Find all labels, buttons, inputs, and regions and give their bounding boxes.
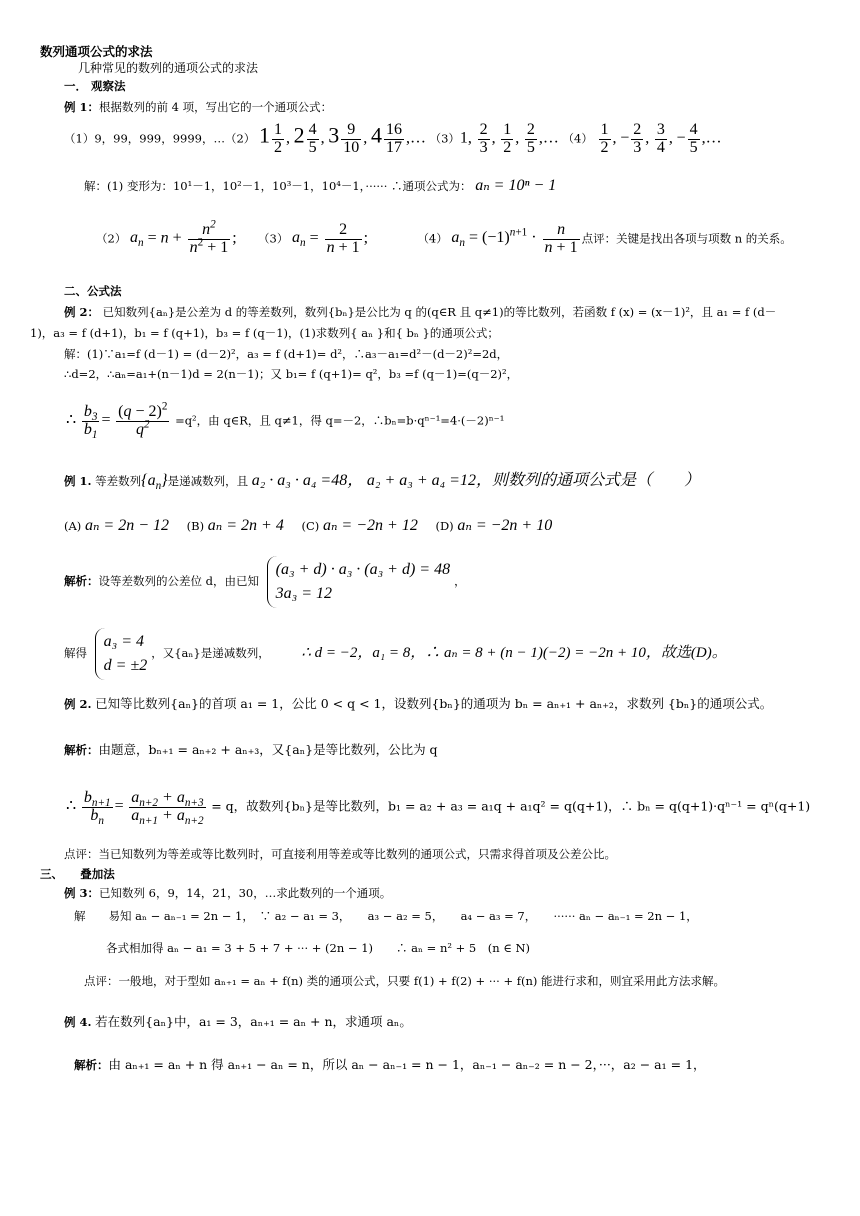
section-2-heading: 二、公式法 — [64, 284, 122, 298]
equation-system — [95, 628, 148, 680]
example-label: 例 3： — [64, 886, 100, 900]
example-3-solution-1: 解 易知 aₙ − aₙ₋₁ = 2n − 1， ∵ a₂ − a₁ = 3， a₃ − a₂ = 5， a₄ − a₃ = 7， ······ aₙ − aₙ₋₁ = 2n − 1， — [74, 909, 698, 923]
example-1-solution-2-4: （2） $a_n = n$ + $\frac{n^2}{n^2 + 1}$ ; （3） $a_n$ = $\frac{2}{n + 1}$ ; （4） $a_n = (-1)^{n+1}$ · $\frac{n}{n + 1}$ 点评：关键是找出各项与项数 n 的关系。 — [96, 218, 792, 256]
example-label: 例 2： — [64, 305, 100, 319]
equation: d = ±2 — [103, 657, 148, 674]
text: 等差数列 — [95, 474, 142, 488]
option-c-label: (C) — [301, 519, 320, 533]
solution-text: 解：(1) 变形为：10¹－1，10²－1，10³－1，10⁴－1，······ ∴通项公式为： — [84, 179, 472, 193]
text: 解得 — [64, 646, 87, 660]
section-3-heading: 三、 叠加法 — [40, 867, 115, 881]
option-a: aₙ = 2n − 12 — [84, 517, 170, 534]
example-2-line-2: 1)，a₃ = f (d+1)，b₁ = f (q+1)，b₃ = f (q－1)，(1)求数列{ aₙ }和{ bₙ }的通项公式； — [30, 326, 499, 340]
label: （2） — [96, 231, 127, 246]
exercise-2-analysis — [64, 742, 438, 758]
example-1-solution-1 — [84, 176, 556, 195]
frac-4-5: $\frac{4}{5}$ — [308, 121, 317, 156]
exercise-4-statement — [64, 1014, 412, 1030]
analysis-label: 解析： — [64, 743, 99, 757]
text: 由题意，bₙ₊₁ = aₙ₊₂ + aₙ₊₃，又{aₙ}是等比数列，公比为 q — [98, 742, 438, 757]
seq-3-label: （3） — [429, 131, 460, 146]
option-d: aₙ = −2n + 10 — [457, 517, 553, 534]
equation-system — [267, 556, 450, 608]
formula: aₙ = 10ⁿ − 1 — [475, 177, 557, 194]
example-2-line-1 — [64, 306, 776, 320]
text: = q，故数列{bₙ}是等比数列，b₁ = a₂ + a₃ = a₁q + a₁q² = q(q+1)，∴ bₙ = q(q+1)·qⁿ⁻¹ = qⁿ(q+1) — [211, 798, 811, 814]
text: 已知数列{aₙ}是公差为 d 的等差数列，数列{bₙ}是公比为 q 的(q∈R 且 q≠1)的等比数列，若函数 f (x) = (x－1)²，且 a₁ = f (d－ — [102, 305, 777, 319]
exercise-4-analysis — [74, 1057, 706, 1073]
text: ，又{aₙ}是递减数列， — [151, 646, 270, 660]
option-a-label: (A) — [64, 519, 82, 533]
formula: ∴ d = −2，a₁ = 8，∴ aₙ = 8 + (n − 1)(−2) = −2n + 10，故选(D)。 — [301, 645, 727, 661]
example-label: 例 2. — [64, 697, 92, 711]
example-label: 例 4. — [64, 1015, 92, 1029]
label: （4） — [417, 231, 448, 246]
exercise-1-options — [64, 516, 552, 535]
example-3-statement — [64, 887, 391, 901]
exercise-2-note: 点评：当已知数列为等差或等比数列时，可直接利用等差或等比数列的通项公式，只需求得首项及公差公比。 — [64, 847, 616, 861]
analysis-label: 解析： — [74, 1058, 109, 1072]
example-text: 根据数列的前 4 项，写出它的一个通项公式： — [99, 100, 333, 114]
option-d-label: (D) — [435, 519, 454, 533]
formula: a₂ · a₃ · a₄ =48， — [251, 472, 364, 489]
doc-title: 数列通项公式的求法 — [40, 44, 153, 59]
text: 若在数列{aₙ}中，a₁ = 3，aₙ₊₁ = aₙ + n，求通项 aₙ。 — [95, 1014, 412, 1029]
note: 点评：关键是找出各项与项数 n 的关系。 — [581, 231, 792, 246]
example-label: 例 1. — [64, 474, 92, 488]
text: 已知等比数列{aₙ}的首项 a₁ = 1，公比 0 < q < 1，设数列{bₙ}的通项为 bₙ = aₙ₊₁ + aₙ₊₂，求数列 {bₙ}的通项公式。 — [95, 696, 773, 711]
text: 是递减数列，且 — [167, 474, 249, 488]
option-b-label: (B) — [186, 519, 205, 533]
example-2-solution-3: ∴ $\frac{b_3}{b_1}$ = $\frac{(q - 2)^2}{q^2}$ =q²，由 q∈R，且 q≠1，得 q=－2，∴bₙ=b·qⁿ⁻¹=4·(－2)ⁿ⁻¹ — [66, 400, 505, 441]
seq-1: （1）9，99，999，9999，…（2） — [64, 131, 256, 146]
section-1-heading: 一． 观察法 — [64, 79, 126, 93]
example-1-statement — [64, 101, 332, 115]
example-3-note: 点评：一般地，对于型如 aₙ₊₁ = aₙ + f(n) 类的通项公式，只要 f(1) + f(2) + ··· + f(n) 能进行求和，则宜采用此方法求解。 — [84, 974, 726, 988]
example-2-solution-1: 解：(1)∵a₁=f (d－1) = (d－2)²，a₃ = f (d+1)= d²，∴a₃－a₁=d²－(d－2)²=2d， — [64, 347, 509, 361]
formula: a₂ + a₃ + a₄ =12，则数列的通项公式是（ ） — [366, 472, 700, 489]
doc-subtitle: 几种常见的数列的通项公式的求法 — [78, 61, 259, 75]
text: 已知数列 6，9，14，21，30，…求此数列的一个通项。 — [99, 886, 392, 900]
exercise-1-analysis: 解析：设等差数列的公差位 d，由已知 (a₃ + d) · a₃ · (a₃ + d) = 48 3a₃ = 12 ， — [64, 556, 466, 608]
exercise-1-result — [64, 628, 727, 680]
exercise-2-statement — [64, 696, 772, 712]
label: （3） — [258, 231, 289, 246]
option-c: aₙ = −2n + 12 — [322, 517, 418, 534]
option-b: aₙ = 2n + 4 — [207, 517, 284, 534]
equation: a₃ = 4 — [103, 633, 145, 650]
equation: 3a₃ = 12 — [275, 585, 333, 602]
frac-9-10: $\frac{9}{10}$ — [343, 121, 360, 156]
text: =q²，由 q∈R，且 q≠1，得 q=－2，∴bₙ=b·qⁿ⁻¹=4·(－2)ⁿ⁻¹ — [175, 413, 505, 428]
example-1-sequences: （1）9，99，999，9999，…（2） 1 $\frac{1}{2}$ , 2 $\frac{4}{5}$ , 3 $\frac{9}{10}$ , 4 $\frac{16}{17}$ ,… （3）1, $\frac{2}{3}$ , $\frac{1}{2}$ , $\frac{2}{5}$ ,… （4） $\frac{1}{2}$ , − $\frac{2}{3}$ , $\frac{3}{4}$ , − $\frac{4}{5}$ ,… — [64, 121, 722, 156]
equation: (a₃ + d) · a₃ · (a₃ + d) = 48 — [275, 561, 451, 578]
text: 设等差数列的公差位 d，由已知 — [98, 574, 260, 588]
example-2-solution-2: ∴d=2，∴aₙ=a₁+(n－1)d = 2(n－1)；又 b₁= f (q+1)= q²，b₃ =f (q－1)=(q－2)²， — [64, 367, 519, 381]
frac-1-2: $\frac{1}{2}$ — [273, 121, 282, 156]
analysis-label: 解析： — [64, 574, 99, 588]
example-3-solution-2: 各式相加得 aₙ − a₁ = 3 + 5 + 7 + ··· + (2n − 1) ∴ aₙ = n² + 5 (n ∈ N) — [106, 941, 530, 955]
exercise-2-derivation: ∴ $\frac{b_{n+1}}{b_n}$ = $\frac{a_{n+2} + a_{n+3}}{a_{n+1} + a_{n+2}}$ = q，故数列{bₙ}是等比数列，b₁ = a₂ + a₃ = a₁q + a₁q² = q(q+1)，∴ bₙ = q(q+1)·qⁿ⁻¹ = qⁿ(q+1) — [66, 789, 811, 827]
seq-4-label: （4） — [562, 131, 593, 146]
exercise-1-statement: 例 1. 等差数列$\{a_n\}$是递减数列，且 a₂ · a₃ · a₄ =48， a₂ + a₃ + a₄ =12，则数列的通项公式是（ ） — [64, 472, 700, 493]
text: 由 aₙ₊₁ = aₙ + n 得 aₙ₊₁ − aₙ = n，所以 aₙ − aₙ₋₁ = n − 1，aₙ₋₁ − aₙ₋₂ = n − 2，···，a₂ − a₁ = 1， — [108, 1057, 706, 1072]
example-label: 例 1： — [64, 100, 100, 114]
frac-16-17: $\frac{16}{17}$ — [385, 121, 402, 156]
